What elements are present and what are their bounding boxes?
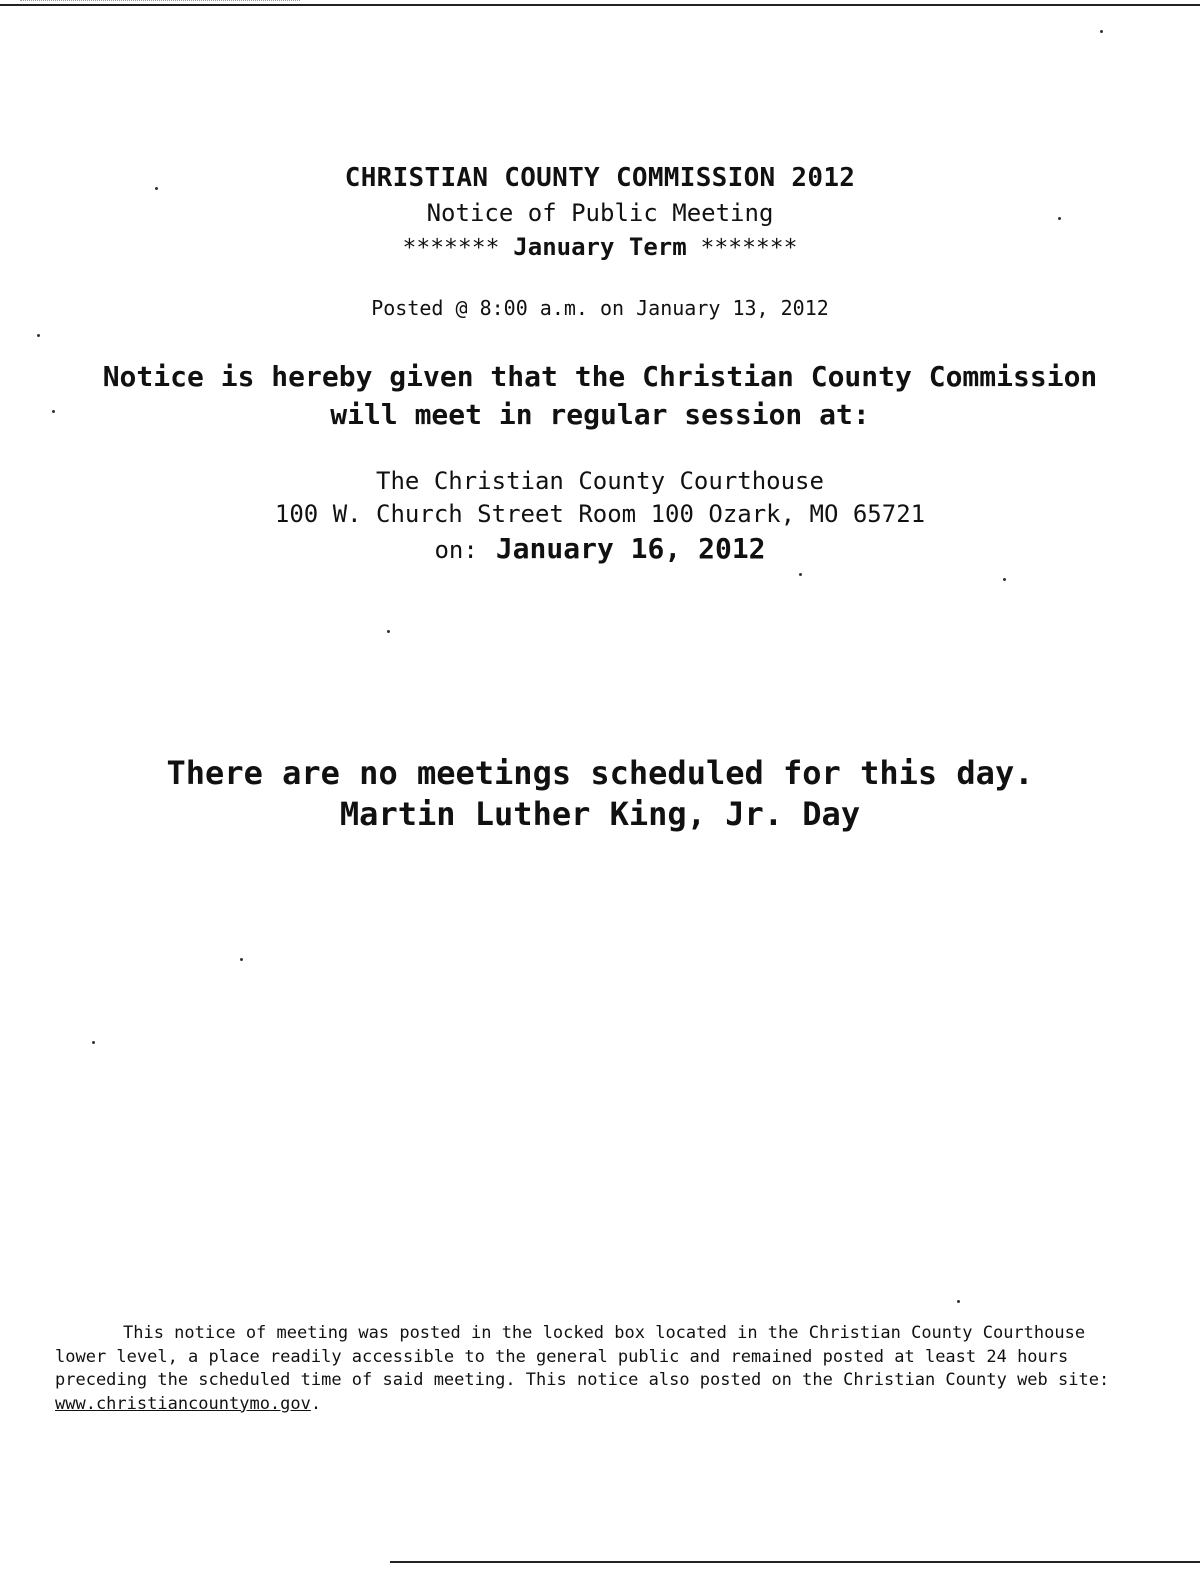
scan-speck [37, 334, 40, 337]
scan-speck [799, 573, 802, 576]
county-website-link[interactable]: www.christiancountymo.gov [55, 1393, 311, 1414]
meeting-date-line [0, 532, 1200, 565]
scan-speck [155, 187, 158, 190]
term-suffix: ******* [700, 235, 798, 261]
top-rule [0, 4, 1200, 6]
posting-end: . [310, 1393, 322, 1414]
meeting-date: January 16, 2012 [495, 532, 766, 565]
holiday-name: Martin Luther King, Jr. Day [339, 795, 861, 833]
document-title: CHRISTIAN COUNTY COMMISSION 2012 [344, 163, 856, 193]
term-prefix: ******* [402, 235, 500, 261]
term-line [0, 233, 1200, 261]
scan-speck [1058, 217, 1061, 220]
scan-speck [1100, 30, 1103, 33]
notice-line-2: will meet in regular session at: [330, 398, 870, 431]
meeting-address: 100 W. Church Street Room 100 Ozark, MO 65721 [274, 500, 926, 528]
posting-text: This notice of meeting was posted in the locked box located in the Christian County Courthouse lower level, a place readily accessible to the general public and remained posted at least 24 hours preceding the scheduled time of said meeting. This notice also posted on the Christian County web site: [55, 1323, 1110, 1390]
meeting-place: The Christian County Courthouse [376, 467, 824, 495]
scan-speck [957, 1300, 960, 1303]
scan-speck [240, 958, 243, 961]
scan-speck [1003, 578, 1006, 581]
on-label: on: [434, 536, 478, 564]
scan-speck [387, 630, 390, 633]
scan-speck [92, 1041, 95, 1044]
posting-paragraph [55, 1322, 1145, 1416]
no-meetings-message: There are no meetings scheduled for this day. [166, 754, 1034, 792]
scan-speck [52, 410, 55, 413]
document-subtitle: Notice of Public Meeting [426, 199, 774, 227]
bottom-rule [390, 1561, 1200, 1563]
posted-line: Posted @ 8:00 a.m. on January 13, 2012 [371, 296, 829, 320]
posting-statement [55, 1322, 1145, 1416]
term-name: January Term [513, 233, 687, 261]
notice-line-1: Notice is hereby given that the Christian County Commission [102, 360, 1098, 393]
